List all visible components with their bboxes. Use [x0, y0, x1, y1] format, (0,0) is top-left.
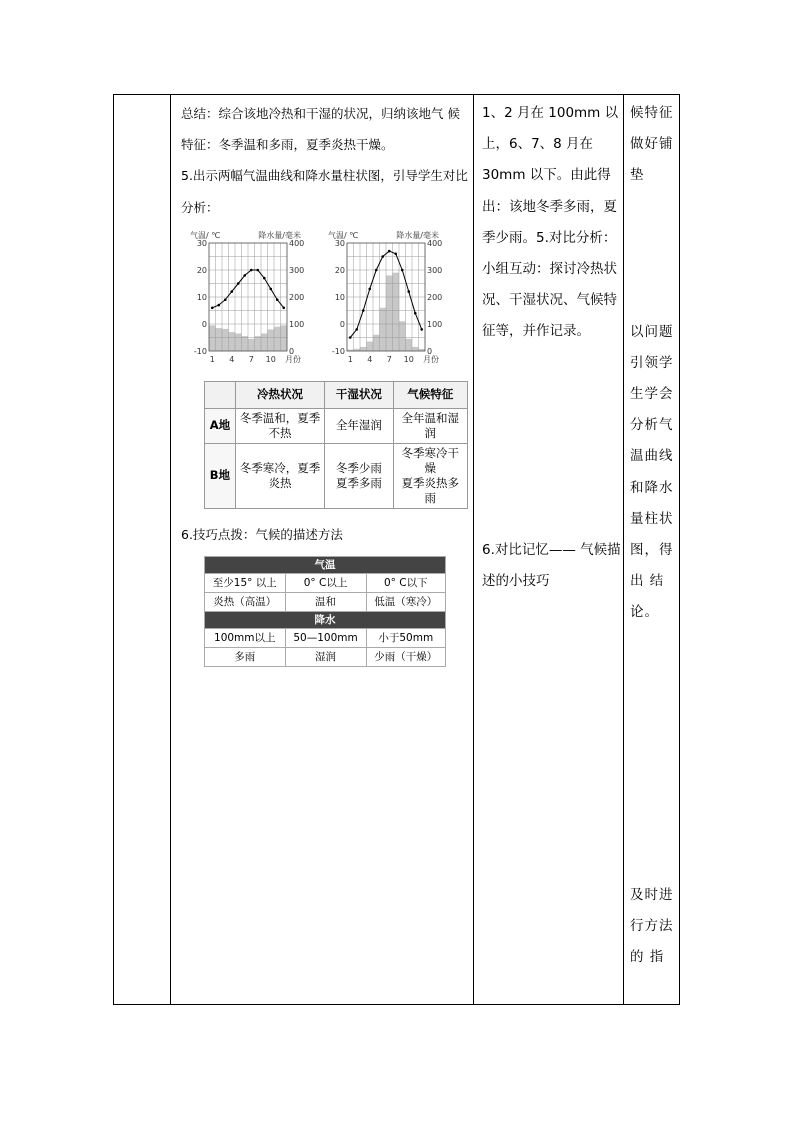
temperature-point	[256, 269, 259, 272]
temperature-point	[414, 312, 417, 315]
table-cell: 多雨	[205, 648, 286, 667]
table-row	[205, 443, 468, 508]
precipitation-bar	[235, 333, 242, 351]
y-right-tick-label: 200	[427, 292, 443, 302]
y-right-tick-label: 400	[289, 238, 305, 248]
y-left-tick-label: 10	[196, 292, 207, 302]
temperature-point	[394, 252, 397, 255]
table-cell: 0° C以上	[285, 574, 366, 593]
table-cell: 冬季寒冷干燥 夏季炎热多雨	[393, 443, 467, 508]
intent-paragraph: 以问题引领学生学会分析气温曲线和降水量柱状图，得出 结论。	[630, 323, 674, 621]
table-row	[205, 593, 446, 612]
table-cell: 小于50mm	[366, 629, 445, 648]
table-cell: 0° C以下	[366, 574, 445, 593]
table-cell: 炎热（高温）	[205, 593, 286, 612]
y-left-tick-label: 20	[334, 265, 345, 275]
column-divider	[170, 95, 171, 1004]
y-right-tick-label: 300	[427, 265, 443, 275]
table-cell: 冬季少雨 夏季多雨	[325, 443, 393, 508]
teacher-activity-cell	[177, 95, 473, 1004]
temperature-point	[381, 255, 384, 258]
y-left-axis-label: 气温/ ℃	[328, 230, 359, 240]
precipitation-bar	[393, 273, 400, 351]
precipitation-bar	[209, 325, 216, 351]
x-tick-label: 10	[265, 354, 276, 364]
table-row	[205, 648, 446, 667]
precipitation-bar	[399, 321, 406, 351]
temperature-point	[401, 269, 404, 272]
temperature-point	[217, 304, 220, 307]
table-cell: 低温（寒冷）	[366, 593, 445, 612]
table-cell: 100mm以上	[205, 629, 286, 648]
precipitation-bar	[367, 341, 374, 350]
climate-charts	[181, 229, 468, 369]
precipitation-bar	[229, 332, 236, 351]
summary-paragraph: 总结：综合该地冷热和干湿的状况，归纳该地气 候特征：冬季温和多雨，夏季炎热干燥。	[181, 106, 460, 153]
temperature-point	[388, 250, 391, 253]
column-divider	[473, 95, 474, 1004]
precipitation-bar	[412, 347, 419, 351]
precipitation-bar	[360, 347, 367, 351]
step5-paragraph: 5.出示两幅气温曲线和降水量柱状图，引导学生对比分析：	[181, 168, 468, 215]
x-tick-label: 4	[367, 354, 373, 364]
student-activity-cell	[479, 95, 625, 1004]
precipitation-bar	[242, 336, 249, 351]
student-paragraph: 1、2 月在 100mm 以上，6、7、8 月在 30mm 以下。由此得出：该地冬季多雨，夏季少雨。5.对比分析：	[482, 105, 619, 246]
y-left-tick-label: 0	[339, 319, 345, 329]
temperature-point	[355, 328, 358, 331]
precipitation-bar	[216, 328, 223, 351]
precipitation-bar	[268, 329, 275, 351]
y-right-tick-label: 200	[289, 292, 305, 302]
table-cell: 至少15° 以上	[205, 574, 286, 593]
row-header: A地	[205, 408, 236, 443]
y-left-tick-label: 10	[334, 292, 345, 302]
precipitation-bar	[406, 339, 413, 351]
table-header-cell: 气候特征	[393, 381, 467, 408]
table-header-cell	[205, 381, 236, 408]
intent-paragraph: 候特征做好铺垫	[630, 105, 674, 184]
precipitation-bar	[248, 339, 255, 351]
table-row	[205, 629, 446, 648]
spacer	[482, 348, 622, 535]
table-cell: 少雨（干燥）	[366, 648, 445, 667]
precipitation-bar	[255, 336, 262, 351]
table-cell: 冬季温和，夏季不热	[235, 408, 324, 443]
precipitation-header: 降水	[205, 612, 446, 629]
table-cell: 全年温和湿润	[393, 408, 467, 443]
temperature-point	[224, 298, 227, 301]
x-axis-unit: 月份	[423, 354, 439, 364]
temperature-point	[269, 287, 272, 290]
temperature-point	[282, 306, 285, 309]
x-tick-label: 10	[403, 354, 414, 364]
precipitation-bar	[222, 329, 229, 351]
table-cell: 50—100mm	[285, 629, 366, 648]
y-right-tick-label: 0	[427, 346, 433, 356]
intent-paragraph: 及时进行方法的 指	[630, 886, 674, 966]
table-row	[205, 574, 446, 593]
y-right-axis-label: 降水量/毫米	[258, 230, 301, 240]
temperature-header: 气温	[205, 557, 446, 574]
temperature-point	[237, 282, 240, 285]
student-paragraph: 小组互动：探讨冷热状况、干湿状况、气候特征等，并作记录。	[482, 261, 617, 340]
temperature-point	[250, 269, 253, 272]
temperature-point	[349, 336, 352, 339]
x-tick-label: 1	[347, 354, 353, 364]
temperature-point	[276, 298, 279, 301]
table-cell: 温和	[285, 593, 366, 612]
y-right-tick-label: 300	[289, 265, 305, 275]
y-left-tick-label: -10	[331, 346, 345, 356]
climate-chart-b	[327, 229, 457, 369]
table-cell: 湿润	[285, 648, 366, 667]
y-left-tick-label: 0	[201, 319, 207, 329]
precipitation-bar	[281, 325, 288, 351]
temperature-point	[368, 287, 371, 290]
temperature-point	[263, 277, 266, 280]
precipitation-bar	[373, 335, 380, 351]
y-left-tick-label: 30	[196, 238, 207, 248]
y-left-tick-label: 30	[334, 238, 345, 248]
x-tick-label: 7	[386, 354, 392, 364]
temperature-point	[211, 306, 214, 309]
climate-description-tips	[204, 556, 446, 667]
x-tick-label: 7	[248, 354, 254, 364]
climate-chart-a	[189, 229, 319, 369]
y-left-tick-label: 20	[196, 265, 207, 275]
row-header: B地	[205, 443, 236, 508]
temperature-point	[375, 269, 378, 272]
y-right-tick-label: 100	[289, 319, 305, 329]
spacer	[630, 629, 679, 880]
precipitation-bar	[380, 308, 387, 351]
student-paragraph: 6.对比记忆—— 气候描述的小技巧	[482, 541, 621, 589]
precipitation-bar	[274, 327, 281, 351]
climate-comparison-table	[204, 381, 468, 509]
table-cell: 全年湿润	[325, 408, 393, 443]
temperature-point	[420, 328, 423, 331]
temperature-point	[243, 274, 246, 277]
x-tick-label: 1	[209, 354, 215, 364]
temperature-point	[362, 309, 365, 312]
table-cell: 冬季寒冷，夏季炎热	[235, 443, 324, 508]
y-right-tick-label: 400	[427, 238, 443, 248]
table-row	[205, 408, 468, 443]
x-axis-unit: 月份	[285, 354, 301, 364]
design-intent-cell	[625, 95, 681, 1004]
precipitation-bar	[386, 275, 393, 351]
table-header-cell: 冷热状况	[235, 381, 324, 408]
y-left-tick-label: -10	[193, 346, 207, 356]
x-tick-label: 4	[229, 354, 235, 364]
y-right-axis-label: 降水量/毫米	[396, 230, 439, 240]
y-left-axis-label: 气温/ ℃	[190, 230, 221, 240]
y-right-tick-label: 100	[427, 319, 443, 329]
temperature-point	[407, 290, 410, 293]
step6-paragraph: 6.技巧点拨：气候的描述方法	[181, 526, 343, 542]
lesson-table	[113, 94, 680, 1005]
temperature-point	[230, 290, 233, 293]
spacer	[630, 192, 679, 317]
table-header-cell: 干湿状况	[325, 381, 393, 408]
precipitation-bar	[261, 333, 268, 351]
y-right-tick-label: 0	[289, 346, 295, 356]
